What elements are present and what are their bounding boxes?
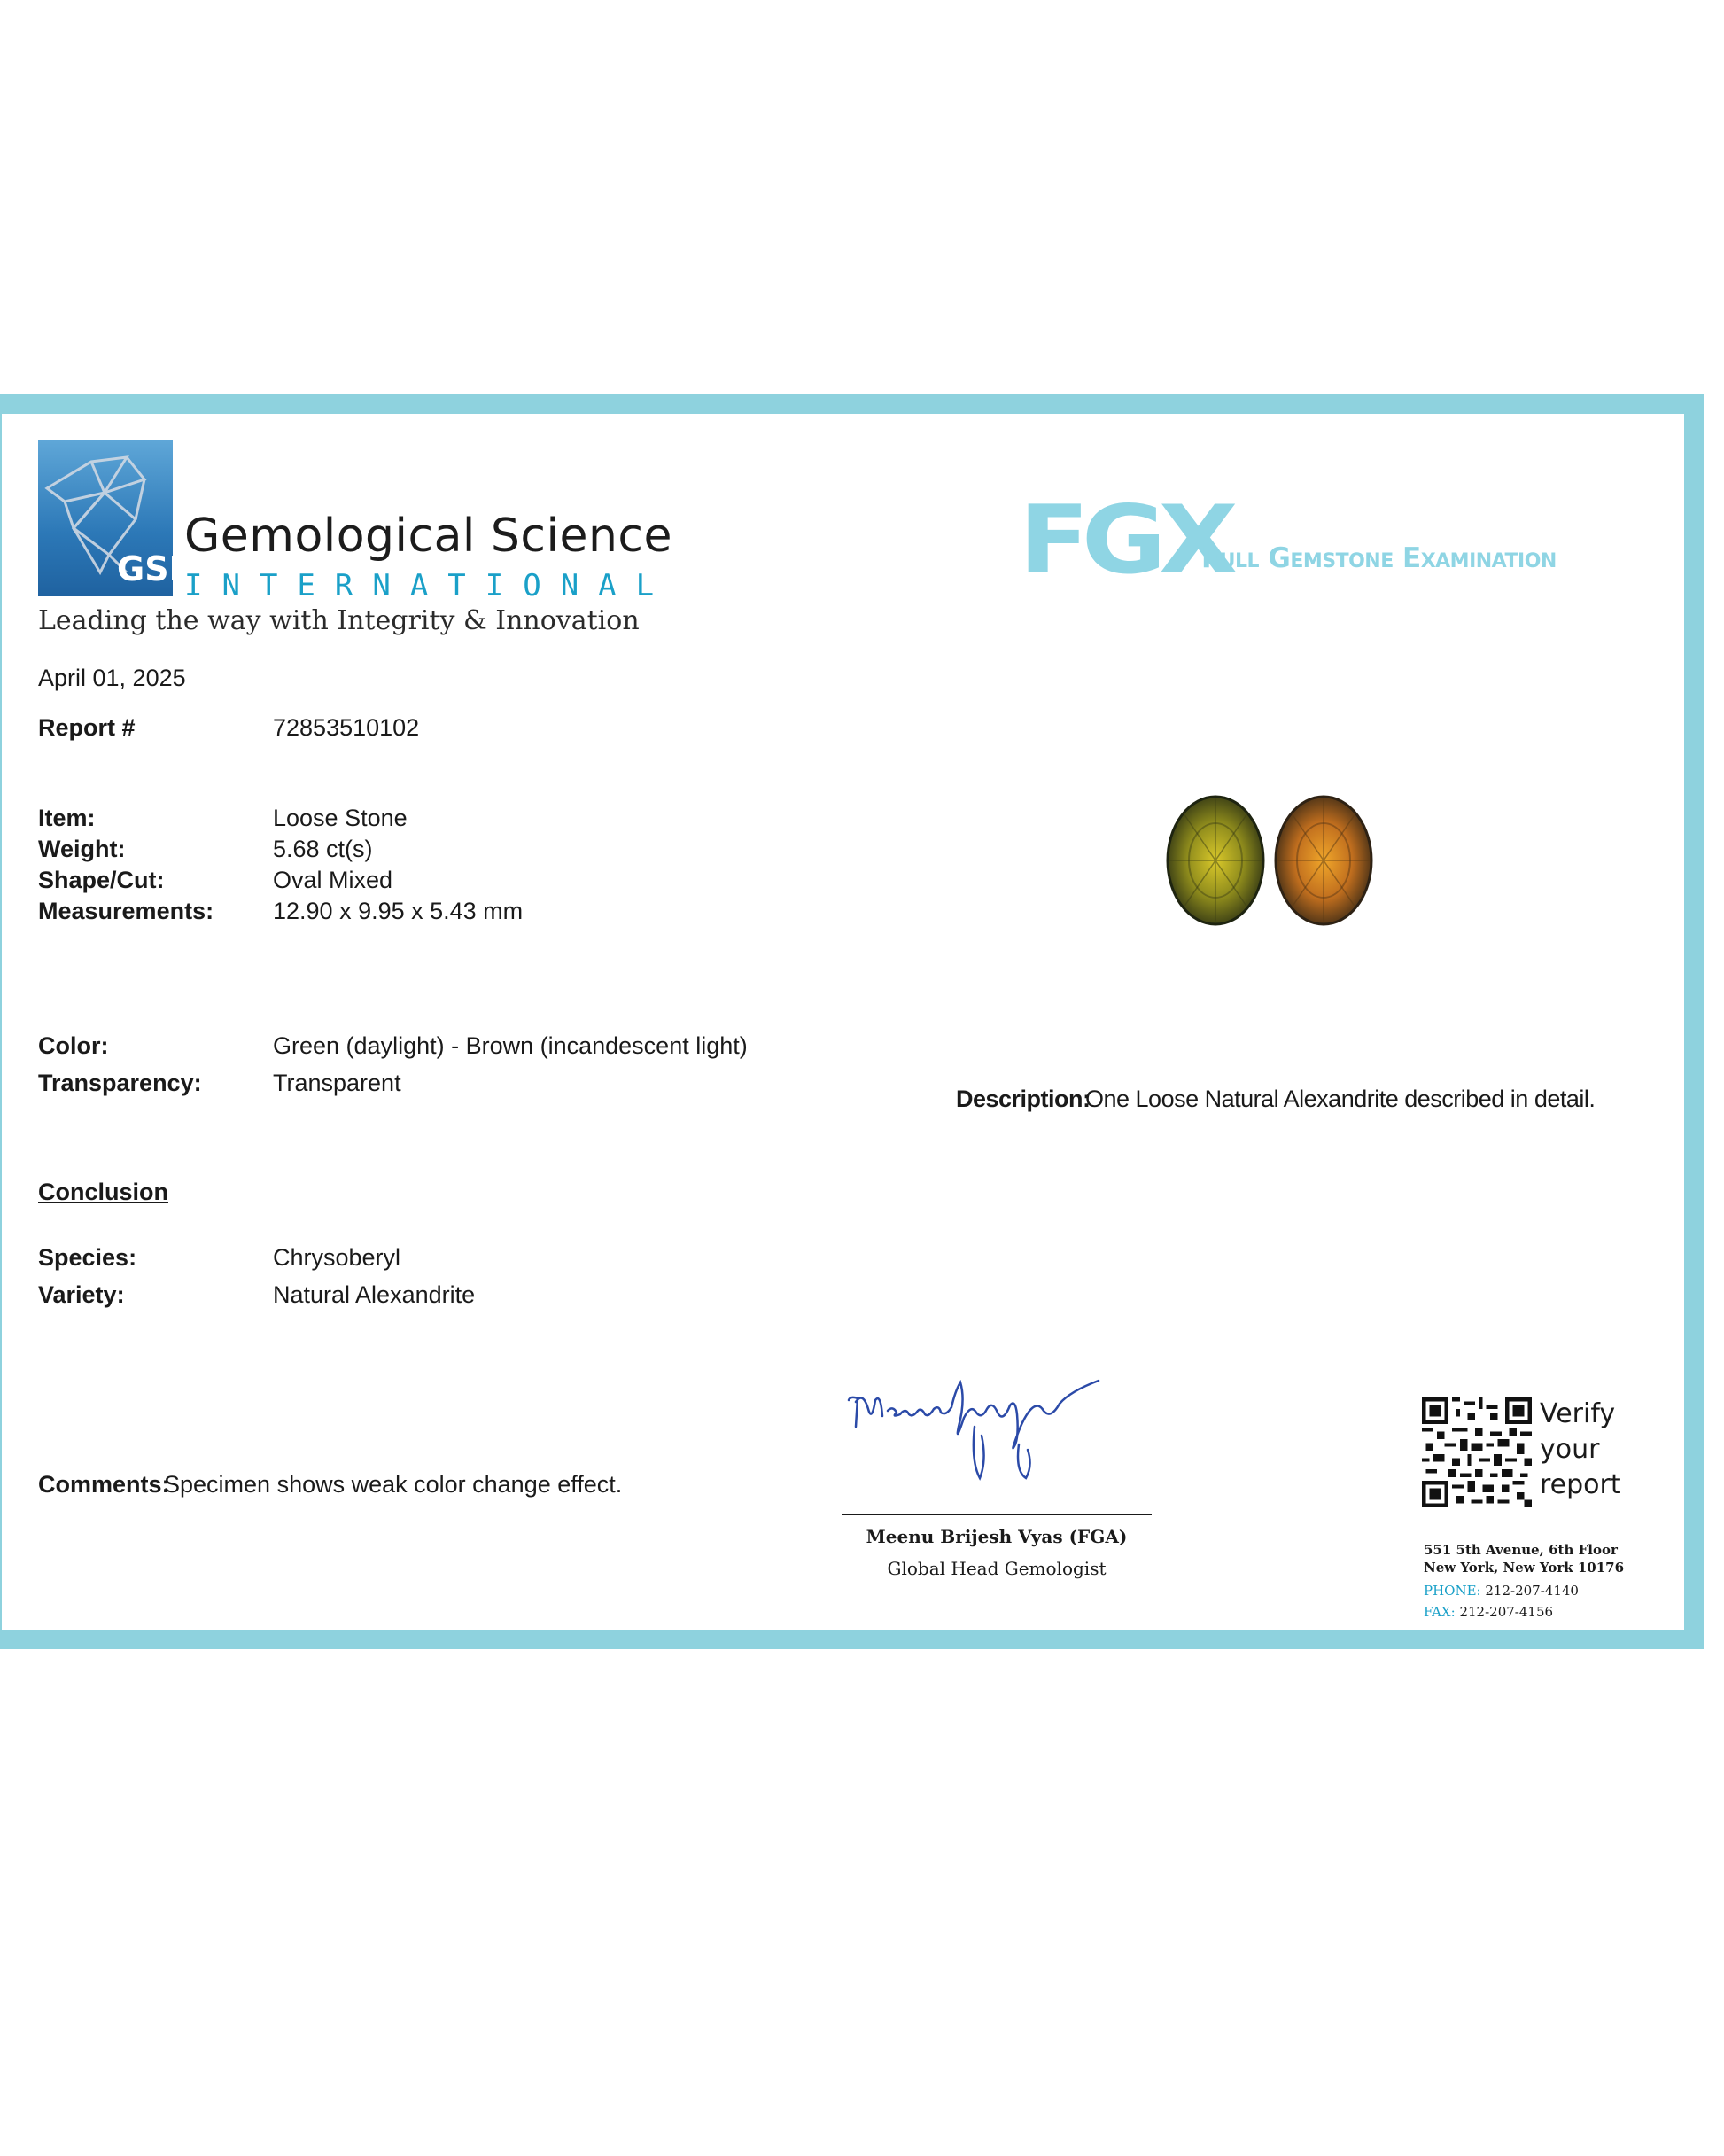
item-value: Loose Stone [273, 805, 408, 831]
weight-value: 5.68 ct(s) [273, 836, 373, 862]
address-line-1: 551 5th Avenue, 6th Floor [1424, 1542, 1618, 1558]
verify-line-3: report [1540, 1469, 1621, 1500]
transparency-label: Transparency: [38, 1070, 202, 1096]
description-label: Description: [956, 1086, 1091, 1112]
fax-label: FAX: [1424, 1604, 1456, 1620]
shape-label: Shape/Cut: [38, 867, 165, 893]
comments-value: Specimen shows weak color change effect. [164, 1471, 623, 1498]
signatory-title: Global Head Gemologist [887, 1558, 1107, 1579]
weight-label: Weight: [38, 836, 126, 862]
qr-code-icon[interactable] [1422, 1397, 1532, 1507]
gem-daylight-icon [1168, 797, 1263, 924]
item-label: Item: [38, 805, 96, 831]
phone-line [1424, 1583, 1579, 1599]
signatory-name: Meenu Brijesh Vyas (FGA) [866, 1526, 1128, 1547]
fax-number: 212-207-4156 [1459, 1604, 1554, 1620]
variety-label: Variety: [38, 1281, 125, 1308]
measurements-value: 12.90 x 9.95 x 5.43 mm [273, 898, 524, 924]
comments-label: Comments: [38, 1471, 170, 1498]
org-subtitle: INTERNATIONAL [184, 568, 674, 603]
phone-number: 212-207-4140 [1485, 1583, 1579, 1599]
variety-value: Natural Alexandrite [273, 1281, 476, 1308]
species-label: Species: [38, 1244, 137, 1271]
org-tagline: Leading the way with Integrity & Innovation [38, 605, 640, 636]
report-number: 72853510102 [273, 714, 420, 741]
gem-incandescent-icon [1276, 797, 1371, 924]
signature-image [842, 1374, 1107, 1493]
conclusion-heading: Conclusion [38, 1179, 168, 1205]
transparency-value: Transparent [273, 1070, 401, 1096]
report-number-label: Report # [38, 714, 136, 741]
verify-line-1: Verify [1540, 1398, 1616, 1429]
color-label: Color: [38, 1032, 109, 1059]
phone-label: PHONE: [1424, 1583, 1481, 1599]
verify-text[interactable] [1540, 1397, 1621, 1503]
shape-value: Oval Mixed [273, 867, 393, 893]
species-value: Chrysoberyl [273, 1244, 401, 1271]
address-line-2: New York, New York 10176 [1424, 1560, 1625, 1576]
fax-line [1424, 1604, 1553, 1620]
color-value: Green (daylight) - Brown (incandescent light) [273, 1032, 748, 1059]
signature-line [842, 1514, 1152, 1515]
verify-line-2: your [1540, 1434, 1600, 1465]
fgx-title: Full Gemstone Examination [1201, 542, 1557, 574]
fgx-logo: FGX [1019, 486, 1231, 595]
org-name: Gemological Science [184, 510, 672, 563]
report-date: April 01, 2025 [38, 665, 186, 691]
measurements-label: Measurements: [38, 898, 214, 924]
description-value: One Loose Natural Alexandrite described in detail. [1085, 1086, 1596, 1112]
gsi-logo-letters: GSI [117, 549, 182, 588]
gem-photo [1166, 794, 1378, 927]
